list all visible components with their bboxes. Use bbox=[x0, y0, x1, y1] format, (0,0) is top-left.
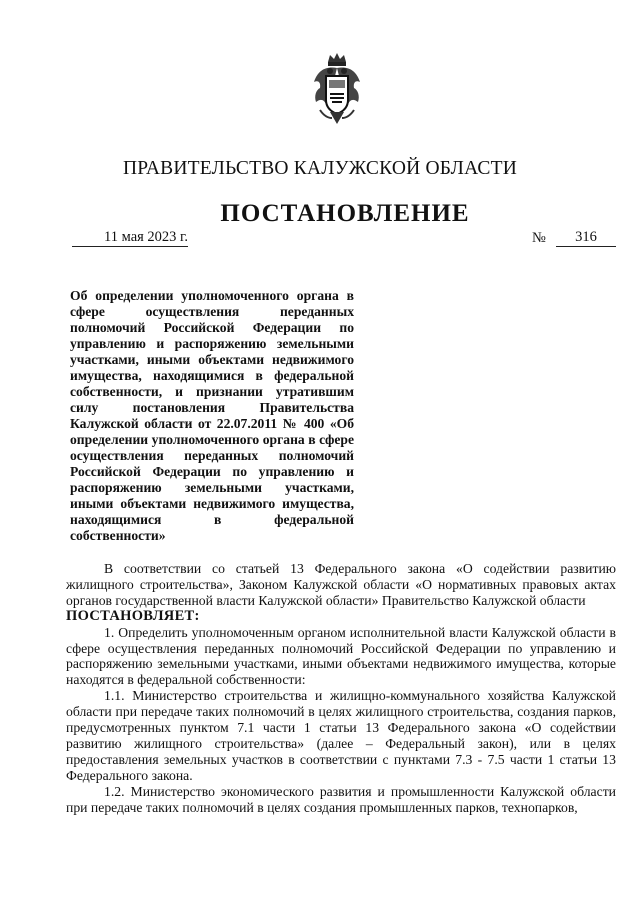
paragraph-1: 1. Определить уполномоченным органом исполнительной власти Калужской области в сфере осуществления переданных полномочий Российской Федерации по управлению и распоряжению земельными участками, иными объектами недвижимого имущества, которые находятся в федеральной собственности: bbox=[66, 624, 616, 688]
paragraph-1-2: 1.2. Министерство экономического развития и промышленности Калужской области при передаче таких полномочий в целях создания промышленных парков, технопарков, bbox=[66, 783, 616, 815]
preamble-paragraph: В соответствии со статьей 13 Федерального закона «О содействии развитию жилищного строительства», Законом Калужской области «О нормативных правовых актах органов государственной власти Калужской области» Правительство Калужской области bbox=[66, 561, 616, 608]
document-number: 316 bbox=[556, 228, 616, 247]
organization-title: ПРАВИТЕЛЬСТВО КАЛУЖСКОЙ ОБЛАСТИ bbox=[123, 158, 517, 179]
paragraph-1-1: 1.1. Министерство строительства и жилищно-коммунального хозяйства Калужской области при передаче таких полномочий в целях жилищного строительства, создания парков, предусмотренных пунктом 7.1 части 1 статьи 13 Федерального закона «О содействии развитию жилищного строительства» (далее – Федеральный закон), или в целях предоставления земельных участков в соответствии с пунктами 7.3 - 7.5 части 1 статьи 13 Федерального закона. bbox=[66, 688, 616, 783]
document-body bbox=[66, 561, 616, 816]
document-subject: Об определении уполномоченного органа в сфере осуществления переданных полномочий Российской Федерации по управлению и распоряжению земельными участками, иными объектами недвижимого имущества, находящимися в федеральной собственности, и признании утратившим силу постановления Правительства Калужской области от 22.07.2011 № 400 «Об определении уполномоченного органа в сфере осуществления переданных полномочий Российской Федерации по управлению и распоряжению земельными участками, иными объектами недвижимого имущества, находящимися в федеральной собственности» bbox=[70, 288, 354, 543]
document-date: 11 мая 2023 г. bbox=[72, 228, 188, 247]
coat-of-arms-icon bbox=[312, 52, 362, 128]
number-sign: № bbox=[532, 230, 546, 246]
document-type-title: ПОСТАНОВЛЕНИЕ bbox=[220, 200, 470, 227]
decree-word: ПОСТАНОВЛЯЕТ: bbox=[66, 607, 200, 624]
